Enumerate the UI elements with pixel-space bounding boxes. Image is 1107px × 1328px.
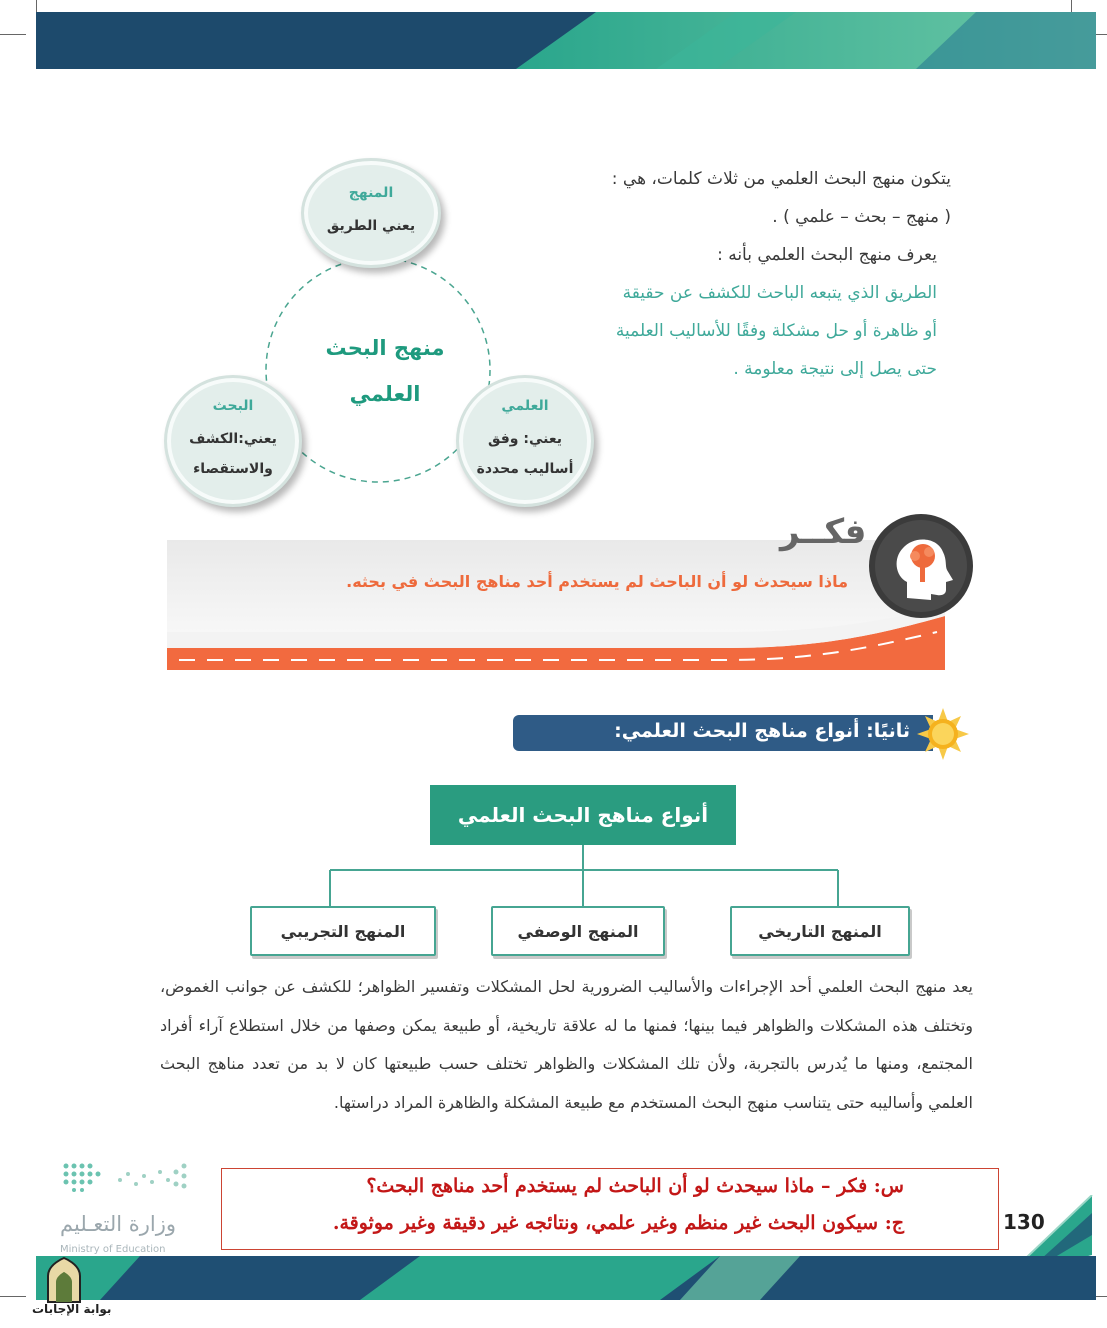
type-descriptive: المنهج الوصفي bbox=[491, 906, 665, 956]
circle-bahth bbox=[164, 375, 302, 507]
center-title-line-2: العلمي bbox=[349, 382, 421, 406]
ministry-name-arabic: وزارة التعـليم bbox=[60, 1212, 177, 1236]
think-question: ماذا سيحدث لو أن الباحث لم يستخدم أحد مناهج البحث في بحثه. bbox=[346, 572, 848, 591]
think-banner bbox=[167, 540, 947, 672]
page-number: 130 bbox=[1003, 1210, 1045, 1234]
qa-question: س: فكر – ماذا سيحدث لو أن الباحث لم يستخدم أحد مناهج البحث؟ bbox=[366, 1175, 904, 1197]
circle-manhaj-title: المنهج bbox=[348, 185, 394, 201]
center-title-line-1: منهج البحث bbox=[325, 336, 445, 360]
definition-line-1: الطريق الذي يتبعه الباحث للكشف عن حقيقة bbox=[622, 283, 937, 303]
brain-head-icon bbox=[867, 512, 975, 620]
section-title: ثانيًا: أنواع مناهج البحث العلمي: bbox=[614, 720, 910, 742]
definition-line-3: حتى يصل إلى نتيجة معلومة . bbox=[733, 359, 937, 379]
header-band bbox=[36, 12, 1096, 69]
type-experimental: المنهج التجريبي bbox=[250, 906, 436, 956]
circle-ilmi-text-1: يعني: وفق bbox=[488, 431, 562, 447]
body-paragraph: يعد منهج البحث العلمي أحد الإجراءات والأساليب الضرورية لحل المشكلات وتفسير الظواهر؛ للكشف عن جوانب الغموض، وتختلف هذه المشكلات والظواهر فيما بينها؛ فمنها ما له علاقة تاريخية، أو طبيعة يمكن وصفها من خلال استطلاع آراء أفراد المجتمع، ومنها ما يُدرس بالتجربة، ولأن تلك المشكلات والظواهر تختلف حسب طبيعتها كان لا بد من تعدد مناهج البحث العلمي وأساليبه حتى يتناسب منهج البحث المستخدم مع طبيعة المشكلة والظاهرة المراد دراستها. bbox=[160, 977, 973, 1112]
circle-ilmi bbox=[456, 375, 594, 507]
mosque-logo-icon bbox=[44, 1256, 84, 1304]
type-historical: المنهج التاريخي bbox=[730, 906, 910, 956]
intro-text bbox=[531, 160, 951, 388]
circle-ilmi-text-2: أساليب محددة bbox=[476, 461, 574, 477]
intro-line-2: ( منهج – بحث – علمي ) . bbox=[772, 207, 951, 227]
qa-answer: ج: سيكون البحث غير منظم وغير علمي، ونتائجه غير دقيقة وغير موثوقة. bbox=[332, 1212, 904, 1234]
circle-bahth-text-2: والاستقصاء bbox=[193, 461, 273, 477]
qa-box bbox=[221, 1168, 999, 1250]
cycle-center-title bbox=[305, 325, 465, 417]
diagram-root: أنواع مناهج البحث العلمي bbox=[430, 785, 736, 845]
diagram-connectors bbox=[320, 845, 850, 910]
circle-manhaj bbox=[301, 158, 441, 268]
footer-band bbox=[0, 1256, 1107, 1306]
think-label: فكــر bbox=[780, 512, 867, 552]
circle-bahth-text-1: يعني:الكشف bbox=[189, 431, 277, 447]
definition-line-2: أو ظاهرة أو حل مشكلة وفقًا للأساليب العلمية bbox=[615, 321, 937, 341]
sun-icon bbox=[915, 706, 971, 762]
ministry-logo-dots bbox=[60, 1160, 190, 1200]
crop-mark bbox=[0, 34, 26, 35]
ministry-name-english: Ministry of Education bbox=[60, 1244, 166, 1255]
intro-line-1: يتكون منهج البحث العلمي من ثلاث كلمات، هي : bbox=[611, 169, 951, 189]
portal-watermark: بوابة الإجابات bbox=[32, 1302, 112, 1316]
intro-line-3: يعرف منهج البحث العلمي بأنه : bbox=[717, 245, 937, 265]
circle-bahth-title: البحث bbox=[212, 398, 254, 414]
circle-ilmi-title: العلمي bbox=[501, 398, 549, 414]
circle-manhaj-text: يعني الطريق bbox=[326, 218, 416, 234]
